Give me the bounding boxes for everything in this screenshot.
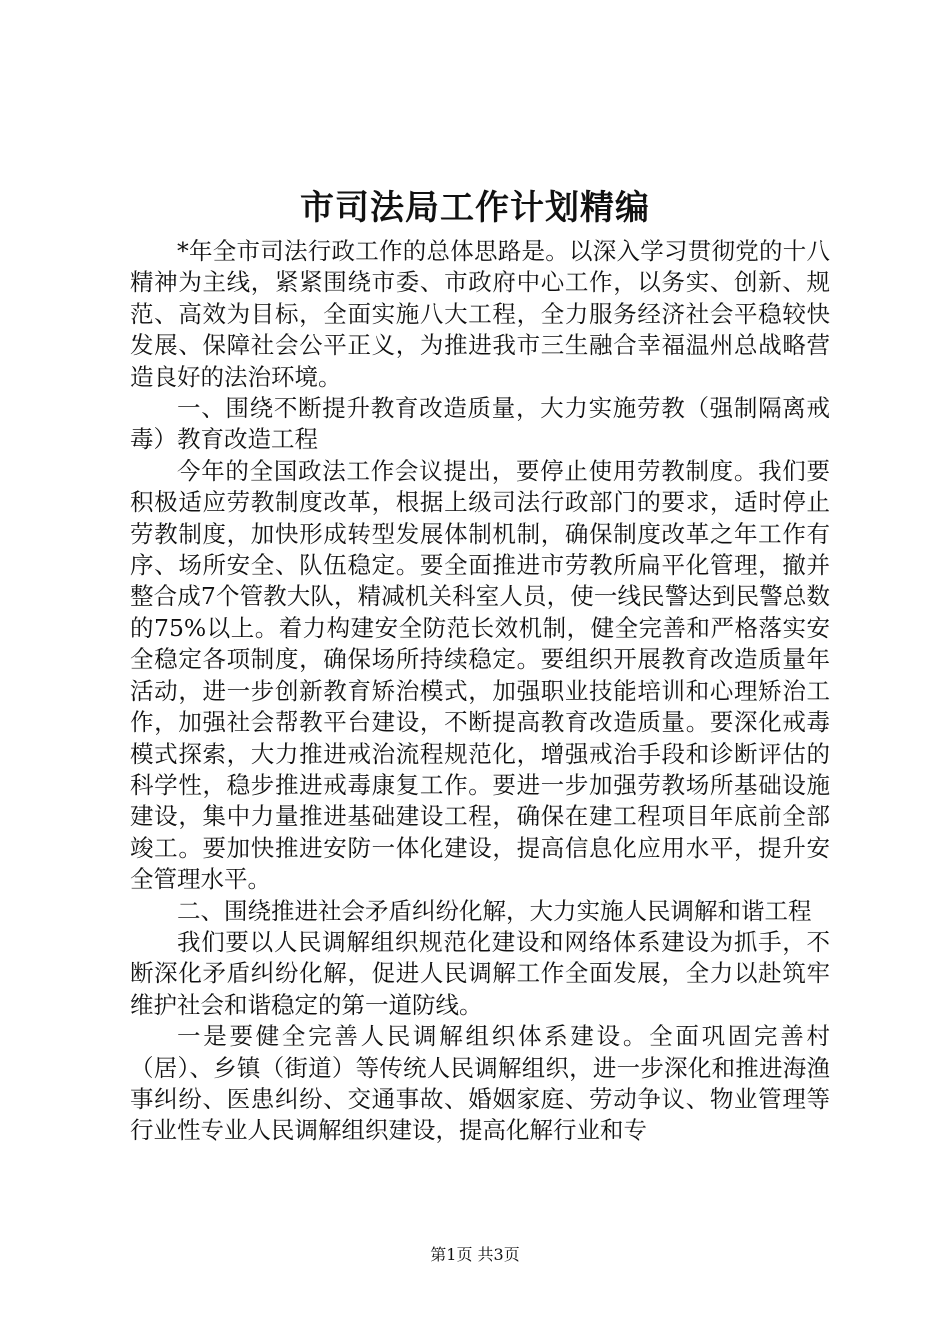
paragraph-intro: *年全市司法行政工作的总体思路是。以深入学习贯彻党的十八精神为主线，紧紧围绕市委、市政府中心工作，以务实、创新、规范、高效为目标，全面实施八大工程，全力服务经济社会平稳较快发展、保障社会公平正义，为推进我市三生融合幸福温州总战略营造良好的法治环境。 — [130, 237, 830, 391]
document-body — [130, 236, 830, 1147]
document-title: 市司法局工作计划精编 — [300, 188, 650, 228]
paragraph-heading-1: 一、围绕不断提升教育改造质量，大力实施劳教（强制隔离戒毒）教育改造工程 — [130, 394, 830, 454]
paragraph-heading-2: 二、围绕推进社会矛盾纠纷化解，大力实施人民调解和谐工程 — [177, 896, 812, 925]
paragraph-section-2-item-1: 一是要健全完善人民调解组织体系建设。全面巩固完善村（居）、乡镇（街道）等传统人民调解组织，进一步深化和推进海渔事纠纷、医患纠纷、交通事故、婚姻家庭、劳动争议、物业管理等行业性专业人民调解组织建设，提高化解行业和专 — [130, 1022, 830, 1145]
page-number-footer: 第1页 共3页 — [430, 1245, 520, 1264]
paragraph-section-2: 我们要以人民调解组织规范化建设和网络体系建设为抓手，不断深化矛盾纠纷化解，促进人民调解工作全面发展，全力以赴筑牢维护社会和谐稳定的第一道防线。 — [130, 927, 830, 1019]
paragraph-section-1: 今年的全国政法工作会议提出，要停止使用劳教制度。我们要积极适应劳教制度改革，根据上级司法行政部门的要求，适时停止劳教制度，加快形成转型发展体制机制，确保制度改革之年工作有序、场所安全、队伍稳定。要全面推进市劳教所扁平化管理，撤并整合成7个管教大队，精减机关科室人员，使一线民警达到民警总数的75%以上。着力构建安全防范长效机制，健全完善和严格落实安全稳定各项制度，确保场所持续稳定。要组织开展教育改造质量年活动，进一步创新教育矫治模式，加强职业技能培训和心理矫治工作，加强社会帮教平台建设，不断提高教育改造质量。要深化戒毒模式探索，大力推进戒治流程规范化，增强戒治手段和诊断评估的科学性，稳步推进戒毒康复工作。要进一步加强劳教场所基础设施建设，集中力量推进基础建设工程，确保在建工程项目年底前全部竣工。要加快推进安防一体化建设，提高信息化应用水平，提升安全管理水平。 — [130, 456, 830, 894]
